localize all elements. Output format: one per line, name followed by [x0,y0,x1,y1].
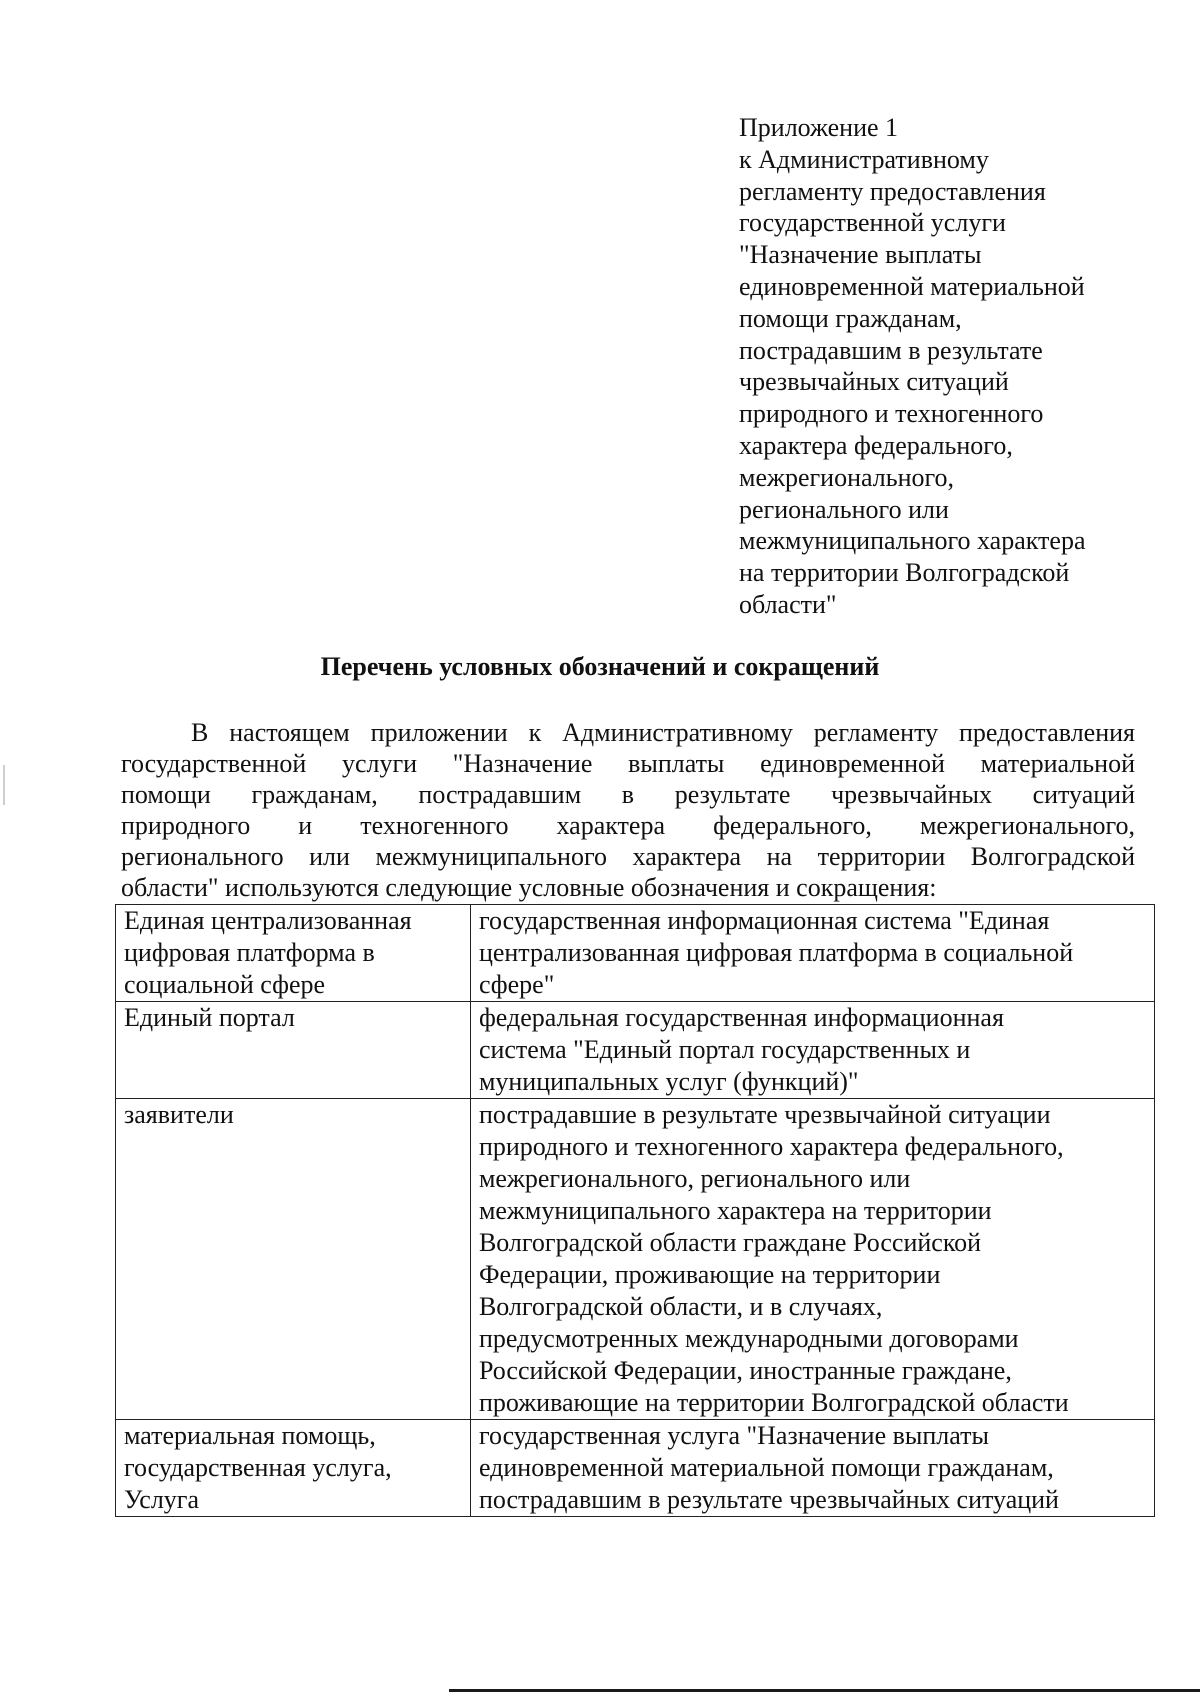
definition-cell [470,905,1154,1002]
definition-line: Российской Федерации, иностранные граждане, [478,1356,1012,1385]
appendix-header [739,112,1159,621]
intro-line: регионального или межмуниципального характера на территории Волгоградской [121,842,1135,871]
definition-line: централизованная цифровая платформа в социальной [478,938,1074,967]
appendix-line: на территории Волгоградской [739,558,1070,588]
table-row [116,905,1155,1002]
appendix-line: межмуниципального характера [739,526,1086,556]
definition-line: государственная информационная система "Единая [478,906,1050,935]
appendix-line: межрегионального, [739,462,955,492]
table-row [116,1002,1155,1099]
definition-line: пострадавшим в результате чрезвычайных ситуаций [478,1485,1059,1514]
term-line: Единая централизованная [124,906,412,935]
definition-line: единовременной материальной помощи гражданам, [478,1453,1054,1482]
definition-line: федеральная государственная информационная [478,1003,1004,1032]
appendix-line: единовременной материальной [739,271,1085,301]
term-line: цифровая платформа в [124,938,375,967]
document-title: Перечень условных обозначений и сокращений [320,652,880,681]
definition-line: межрегионального, регионального или [478,1164,911,1193]
appendix-line: государственной услуги [739,208,1006,238]
appendix-line: чрезвычайных ситуаций [739,367,1009,397]
appendix-line: регламенту предоставления [739,176,1046,206]
definition-line: природного и техногенного характера федерального, [478,1132,1064,1161]
term-line: государственная услуга, [124,1453,392,1482]
definition-line: пострадавшие в результате чрезвычайной ситуации [478,1100,1051,1129]
definition-cell [470,1420,1154,1517]
term-line: социальной сфере [124,970,326,999]
definition-line: Волгоградской области граждане Российской [478,1228,982,1257]
definition-line: система "Единый портал государственных и [478,1035,971,1064]
intro-line: природного и техногенного характера федерального, межрегионального, [121,811,1135,840]
definition-line: предусмотренных международными договорами [478,1324,1019,1353]
term-cell [116,905,471,1002]
definition-line: проживающие на территории Волгоградской области [478,1388,1069,1417]
term-line: Услуга [124,1485,200,1514]
term-cell [116,1002,471,1099]
table-row [116,1420,1155,1517]
term-cell [116,1420,471,1517]
intro-line: государственной услуги "Назначение выплаты единовременной материальной [121,749,1135,778]
definition-line: государственная услуга "Назначение выплаты [478,1421,989,1450]
appendix-line: помощи гражданам, [739,303,962,333]
appendix-line: регионального или [739,494,949,524]
definition-line: муниципальных услуг (функций)" [478,1067,859,1096]
intro-line: помощи гражданам, пострадавшим в результате чрезвычайных ситуаций [121,780,1135,809]
term-line: материальная помощь, [124,1421,376,1450]
definition-line: Федерации, проживающие на территории [478,1260,941,1289]
appendix-line: Приложение 1 [739,113,899,142]
intro-line: области" используются следующие условные обозначения и сокращения: [121,873,937,902]
definition-line: Волгоградской области, и в случаях, [478,1292,883,1321]
term-line: Единый портал [124,1003,295,1032]
intro-line: В настоящем приложении к Административному регламенту предоставления [191,718,1135,747]
definition-line: сфере" [478,970,555,999]
intro-paragraph [121,717,1135,903]
abbreviations-table [115,904,1155,1517]
footer-rule [449,1689,1200,1692]
scan-edge-mark [3,765,5,805]
definition-cell [470,1002,1154,1099]
appendix-line: пострадавшим в результате [739,335,1043,365]
appendix-line: области" [739,589,837,619]
term-line: заявители [124,1100,234,1129]
appendix-line: характера федерального, [739,430,1013,460]
appendix-line: природного и техногенного [739,399,1044,429]
term-cell [116,1099,471,1420]
appendix-line: "Назначение выплаты [739,240,982,270]
definition-line: межмуниципального характера на территории [478,1196,992,1225]
appendix-line: к Административному [739,144,989,174]
definition-cell [470,1099,1154,1420]
table-row [116,1099,1155,1420]
